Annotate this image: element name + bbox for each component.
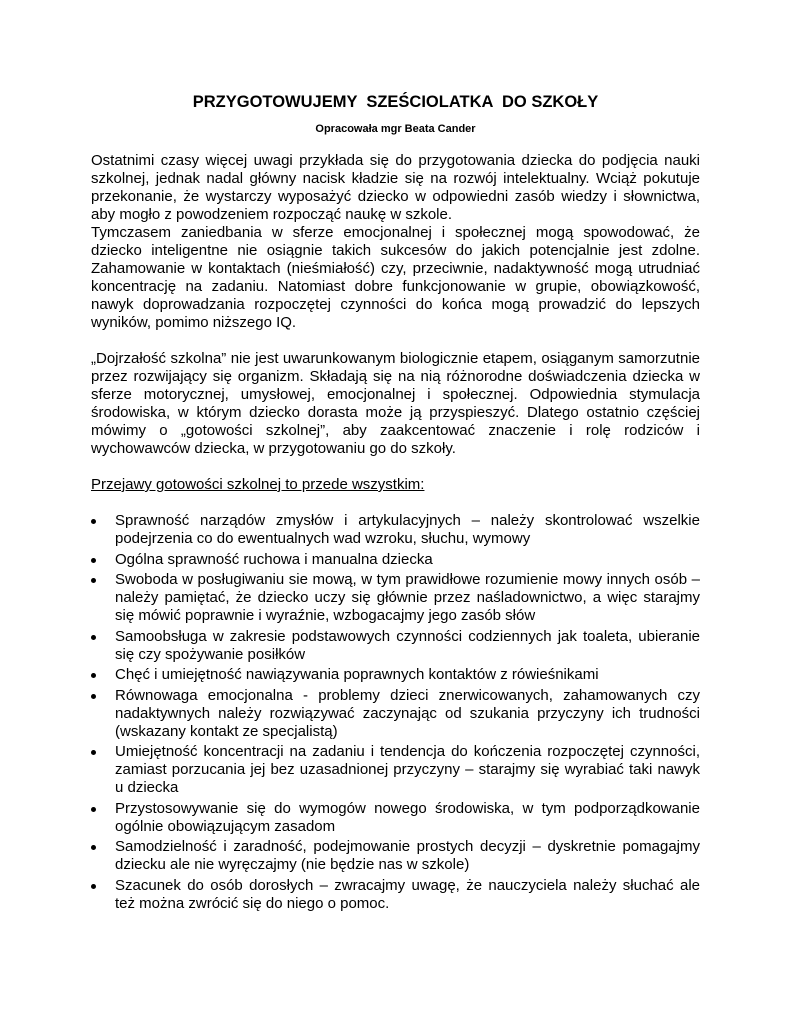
bullet-icon [91,807,96,812]
bullet-icon [91,635,96,640]
list-item [91,551,700,569]
bullet-icon [91,578,96,583]
bullet-icon [91,519,96,524]
readiness-list [91,512,700,913]
list-item [91,512,700,548]
bullet-icon [91,750,96,755]
bullet-icon [91,558,96,563]
document-title: PRZYGOTOWUJEMY SZEŚCIOLATKA DO SZKOŁY [192,93,599,111]
list-item-text: Ogólna sprawność ruchowa i manualna dziecka [115,550,433,568]
list-item-text: Szacunek do osób dorosłych – zwracajmy uwagę, że nauczyciela należy słuchać ale też można zwrócić się do niego o pomoc. [115,876,700,912]
paragraph-intro: Ostatnimi czasy więcej uwagi przykłada się do przygotowania dziecka do podjęcia nauki szkolnej, jednak nadal główny nacisk kładzie się na rozwój intelektualny. Wciąż pokutuje przekonanie, że wystarczy wyposażyć dziecko w odpowiedni zasób wiedzy i słownictwa, aby mogło z powodzeniem rozpocząć naukę w szkole. [91,152,700,223]
list-item [91,687,700,741]
list-item-text: Umiejętność koncentracji na zadaniu i tendencja do kończenia rozpoczętej czynności, zamiast porzucania jej bez uzasadnionej przyczyny – starajmy się wyrabiać taki nawyk u dziecka [115,743,700,796]
paragraph-school-readiness: „Dojrzałość szkolna” nie jest uwarunkowanym biologicznie etapem, osiąganym samorzutnie przez rozwijający się organizm. Składają się na nią różnorodne doświadczenia dziecka w sferze motorycznej, umysłowej, emocjonalnej i społecznej. Odpowiednia stymulacja środowiska, w którym dziecko dorasta może ją przyspieszyć. Dlatego ostatnio częściej mówimy o „gotowości szkolnej”, aby zaakcentować znaczenie i rolę rodziców i wychowawców dziecka, w przygotowaniu go do szkoły. [91,350,700,457]
list-item-text: Sprawność narządów zmysłów i artykulacyjnych – należy skontrolować wszelkie podejrzenia co do ewentualnych wad wzroku, słuchu, wymowy [115,512,700,547]
document-page [91,0,700,915]
bullet-icon [91,845,96,850]
list-item [91,571,700,625]
list-item-text: Przystosowywanie się do wymogów nowego środowiska, w tym podporządkowanie ogólnie obowiązującym zasadom [115,799,700,835]
list-item-text: Swoboda w posługiwaniu sie mową, w tym prawidłowe rozumienie mowy innych osób – należy pamiętać, że dziecko uczy się głównie przez naśladownictwo, a więc starajmy się mówić poprawnie i wyraźnie, wzbogacajmy jego zasób słów [115,571,700,624]
list-item [91,743,700,797]
list-item [91,628,700,664]
author-line: Opracowała mgr Beata Cander [315,123,476,135]
list-item-text: Równowaga emocjonalna - problemy dzieci znerwicowanych, zahamowanych czy nadaktywnych należy rozwiązywać zaczynając od szukania przyczyny ich trudności (wskazany kontakt ze specjalistą) [115,686,700,740]
list-item-text: Samodzielność i zaradność, podejmowanie prostych decyzji – dyskretnie pomagajmy dziecku ale nie wyręczajmy (nie będzie nas w szkole) [115,838,700,873]
bullet-icon [91,884,96,889]
section-heading: Przejawy gotowości szkolnej to przede wszystkim: [91,476,425,493]
list-item [91,800,700,836]
bullet-icon [91,694,96,699]
paragraph-emotional: Tymczasem zaniedbania w sferze emocjonalnej i społecznej mogą spowodować, że dziecko inteligentne nie osiągnie takich sukcesów do jakich potencjalnie jest zdolne. Zahamowanie w kontaktach (nieśmiałość) czy, przeciwnie, nadaktywność mogą utrudniać koncentrację na zadaniu. Natomiast dobre funkcjonowanie w grupie, obowiązkowość, nawyk doprowadzania rozpoczętej czynności do końca mogą prowadzić do lepszych wyników, pomimo niższego IQ. [91,224,700,331]
list-item-text: Chęć i umiejętność nawiązywania poprawnych kontaktów z rówieśnikami [115,666,599,683]
bullet-icon [91,673,96,678]
list-item [91,877,700,913]
list-item [91,666,700,684]
list-item [91,838,700,874]
list-item-text: Samoobsługa w zakresie podstawowych czynności codziennych jak toaleta, ubieranie się czy spożywanie posiłków [115,627,700,663]
